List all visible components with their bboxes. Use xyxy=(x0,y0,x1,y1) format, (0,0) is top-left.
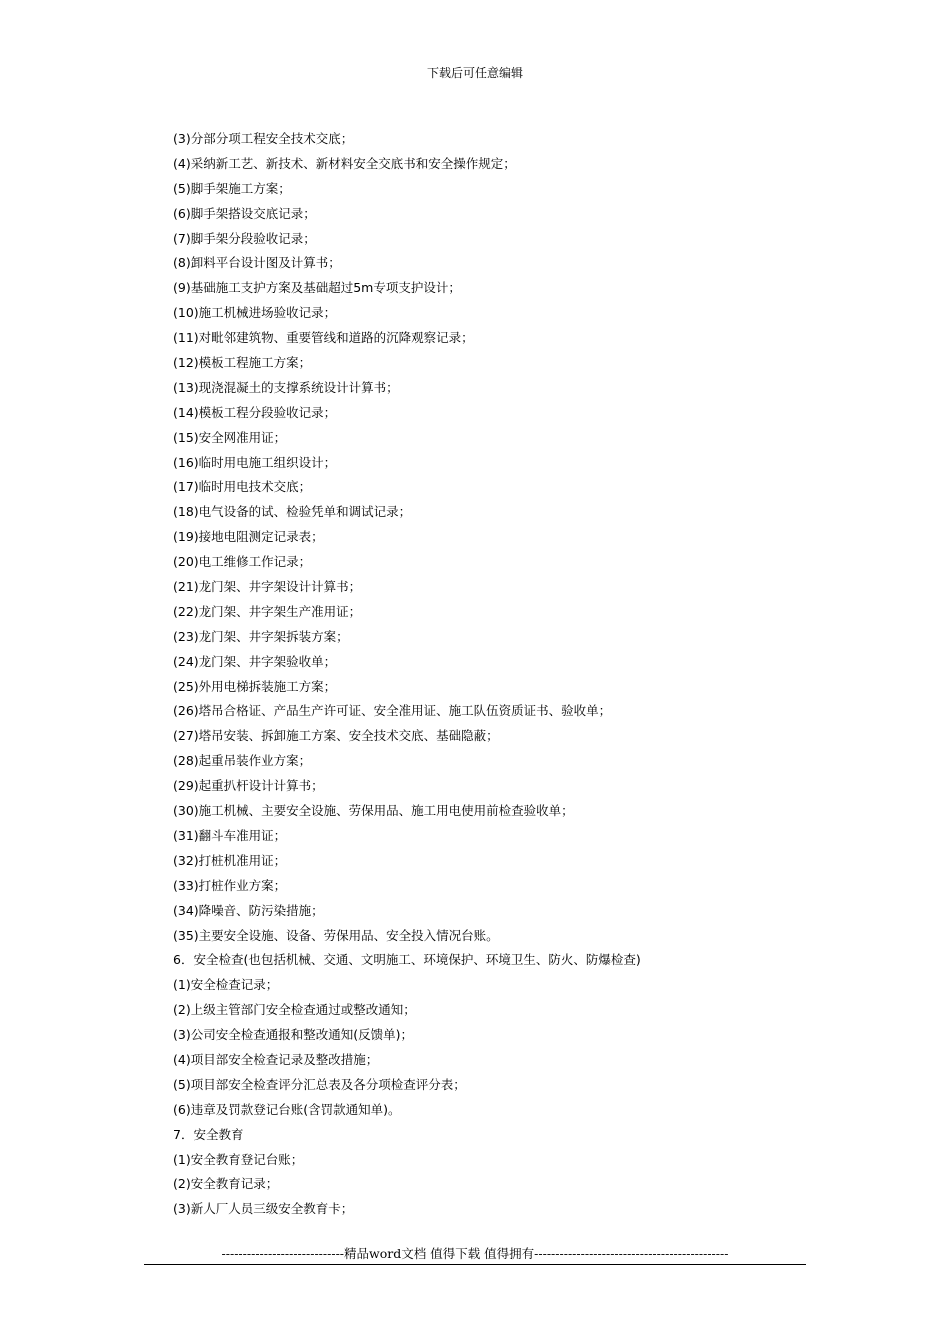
list-item: (26)塔吊合格证、产品生产许可证、安全准用证、施工队伍资质证书、验收单； xyxy=(173,703,612,719)
page-footer: -----------------------------精品word文档 值得下载 值得拥有---------------------------------------------- xyxy=(221,1246,729,1261)
section-heading: 7．安全教育 xyxy=(173,1126,244,1142)
list-item: (5)项目部安全检查评分汇总表及各分项检查评分表； xyxy=(173,1076,466,1092)
list-item: (20)电工维修工作记录； xyxy=(173,554,312,570)
document-body xyxy=(173,127,813,1222)
list-item: (4)项目部安全检查记录及整改措施； xyxy=(173,1051,379,1067)
list-item: (11)对毗邻建筑物、重要管线和道路的沉降观察记录； xyxy=(173,330,474,346)
list-item: (28)起重吊装作业方案； xyxy=(173,753,312,769)
list-item: (30)施工机械、主要安全设施、劳保用品、施工用电使用前检查验收单； xyxy=(173,803,574,819)
list-item: (4)采纳新工艺、新技术、新材料安全交底书和安全操作规定； xyxy=(173,155,516,171)
list-item: (7)脚手架分段验收记录； xyxy=(173,230,316,246)
list-item: (34)降噪音、防污染措施； xyxy=(173,902,324,918)
list-item: (24)龙门架、井字架验收单； xyxy=(173,653,337,669)
list-item: (27)塔吊安装、拆卸施工方案、安全技术交底、基础隐蔽； xyxy=(173,728,499,744)
list-item: (18)电气设备的试、检验凭单和调试记录； xyxy=(173,504,412,520)
list-item: (1)安全教育登记台账； xyxy=(173,1151,304,1167)
list-item: (13)现浇混凝土的支撑系统设计计算书； xyxy=(173,379,399,395)
list-item: (29)起重扒杆设计计算书； xyxy=(173,778,324,794)
list-item: (35)主要安全设施、设备、劳保用品、安全投入情况台账。 xyxy=(173,927,499,943)
list-item: (23)龙门架、井字架拆装方案； xyxy=(173,628,349,644)
list-item: (19)接地电阻测定记录表； xyxy=(173,529,324,545)
list-item: (2)上级主管部门安全检查通过或整改通知； xyxy=(173,1002,416,1018)
list-item: (33)打桩作业方案； xyxy=(173,877,287,893)
list-item: (17)临时用电技术交底； xyxy=(173,479,312,495)
page-header: 下载后可任意编辑 xyxy=(426,66,523,80)
list-item: (21)龙门架、井字架设计计算书； xyxy=(173,579,362,595)
list-item: (15)安全网准用证； xyxy=(173,429,287,445)
list-item: (12)模板工程施工方案； xyxy=(173,355,312,371)
list-item: (1)安全检查记录； xyxy=(173,977,279,993)
list-item: (6)违章及罚款登记台账(含罚款通知单)。 xyxy=(173,1101,401,1117)
list-item: (16)临时用电施工组织设计； xyxy=(173,454,337,470)
list-item: (3)新人厂人员三级安全教育卡； xyxy=(173,1201,354,1217)
list-item: (9)基础施工支护方案及基础超过5m专项支护设计； xyxy=(173,280,461,296)
list-item: (25)外用电梯拆装施工方案； xyxy=(173,678,337,694)
list-item: (31)翻斗车准用证； xyxy=(173,827,287,843)
footer-divider xyxy=(144,1264,806,1265)
list-item: (8)卸料平台设计图及计算书； xyxy=(173,255,341,271)
list-item: (6)脚手架搭设交底记录； xyxy=(173,205,316,221)
list-item: (32)打桩机准用证； xyxy=(173,852,287,868)
list-item: (5)脚手架施工方案； xyxy=(173,180,291,196)
list-item: (3)公司安全检查通报和整改通知(反馈单)； xyxy=(173,1027,413,1043)
list-item: (10)施工机械进场验收记录； xyxy=(173,305,337,321)
list-item: (22)龙门架、井字架生产准用证； xyxy=(173,603,362,619)
list-item: (2)安全教育记录； xyxy=(173,1176,279,1192)
section-heading: 6．安全检查(也包括机械、交通、文明施工、环境保护、环境卫生、防火、防爆检查) xyxy=(173,952,641,968)
list-item: (3)分部分项工程安全技术交底； xyxy=(173,131,354,146)
list-item: (14)模板工程分段验收记录； xyxy=(173,404,337,420)
